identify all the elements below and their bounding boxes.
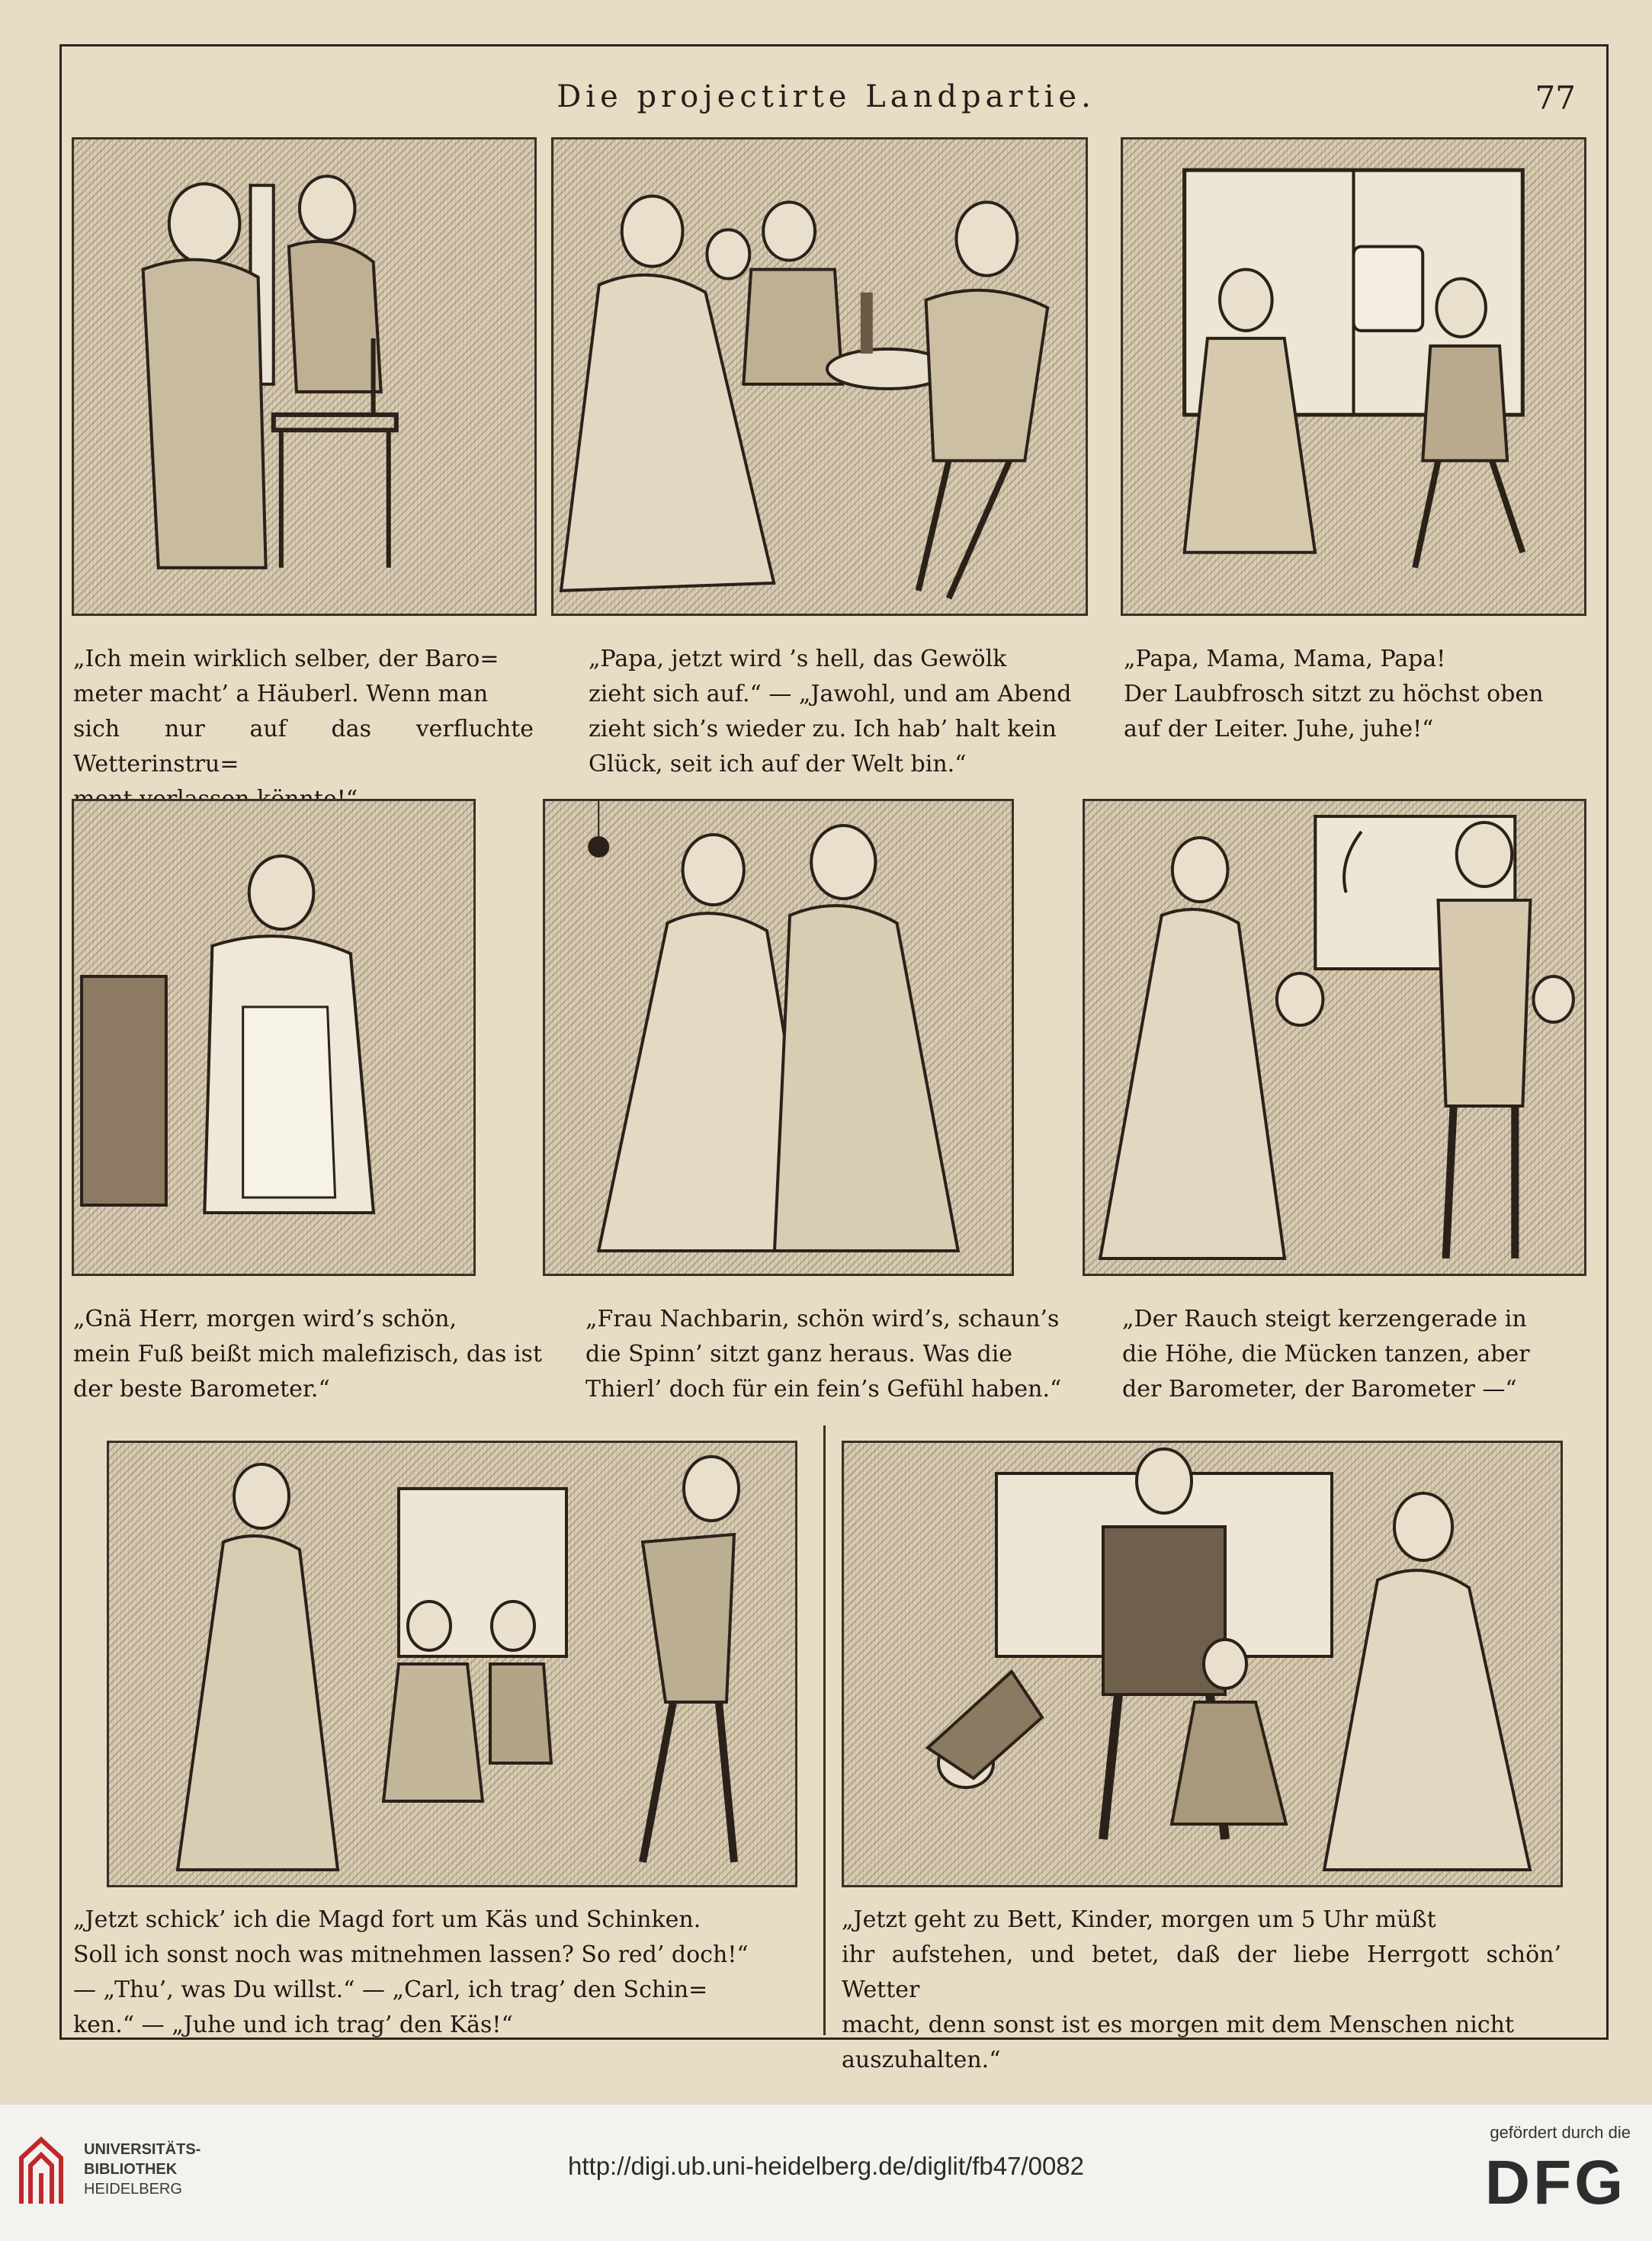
- illustration-smoke-window: [1083, 799, 1586, 1276]
- illustration-treefrog-jar: [1121, 137, 1586, 616]
- panel-6-caption: „Der Rauch steigt kerzengerade in die Höhe, die Mücken tanzen, aber der Barometer, der Barometer —“: [1122, 1306, 1530, 1403]
- funding-note: gefördert durch die: [1490, 2123, 1631, 2142]
- permalink[interactable]: http://digi.ub.uni-heidelberg.de/diglit/fb47/0082: [568, 2152, 1084, 2180]
- library-name-line2: BIBLIOTHEK: [84, 2161, 178, 2178]
- panel-8-caption: „Jetzt geht zu Bett, Kinder, morgen um 5 Uhr müßt ihr aufstehen, und betet, daß der liebe Herrgott schön’ Wetter macht, denn sonst ist es morgen mit dem Menschen nicht auszuhalten.“: [842, 1906, 1561, 2073]
- panel-1-caption: „Ich mein wirklich selber, der Baro= meter macht’ a Häuberl. Wenn man sich nur auf das verfluchte Wetterinstru=: [73, 646, 534, 777]
- panel-5-caption: „Frau Nachbarin, schön wird’s, schaun’s die Spinn’ sitzt ganz heraus. Was die Thierl’ doch für ein fein’s Gefühl haben.“: [585, 1306, 1062, 1403]
- dfg-logo: DFG: [1484, 2148, 1626, 2217]
- panel-7-caption: „Jetzt schick’ ich die Magd fort um Käs und Schinken. Soll ich sonst noch was mitnehmen lassen? So red’ doch!“ — „Thu’, was Du willst.“ — „Carl, ich trag’ den Schin= ken.“ — „Juhe und ich trag’ den Käs!“: [73, 1906, 749, 2038]
- digitization-footer: [0, 2104, 1652, 2241]
- illustration-bedtime-cartwheel: [842, 1441, 1563, 1887]
- illustration-family-table: [551, 137, 1088, 616]
- illustration-barometer: [72, 137, 537, 616]
- page-number: 77: [1535, 79, 1576, 117]
- library-city: HEIDELBERG: [84, 2181, 182, 2198]
- illustration-ham-and-cheese: [107, 1441, 797, 1887]
- panel-2-caption: „Papa, jetzt wird ’s hell, das Gewölk zieht sich auf.“ — „Jawohl, und am Abend zieht sich’s wieder zu. Ich hab’ halt kein Glück, seit ich auf der Welt bin.“: [589, 646, 1072, 777]
- illustration-neighbours-spider: [543, 799, 1014, 1276]
- panel-3-caption: „Papa, Mama, Mama, Papa! Der Laubfrosch sitzt zu höchst oben auf der Leiter. Juhe, juhe!“: [1124, 646, 1544, 742]
- column-divider: [823, 1425, 826, 2035]
- library-name-line1: UNIVERSITÄTS-: [84, 2141, 201, 2158]
- running-head: Die projectirte Landpartie.: [557, 79, 1095, 114]
- panel-4-caption: „Gnä Herr, morgen wird’s schön, mein Fuß beißt mich malefizisch, das ist der beste Barometer.“: [73, 1306, 542, 1403]
- illustration-maid-foot: [72, 799, 476, 1276]
